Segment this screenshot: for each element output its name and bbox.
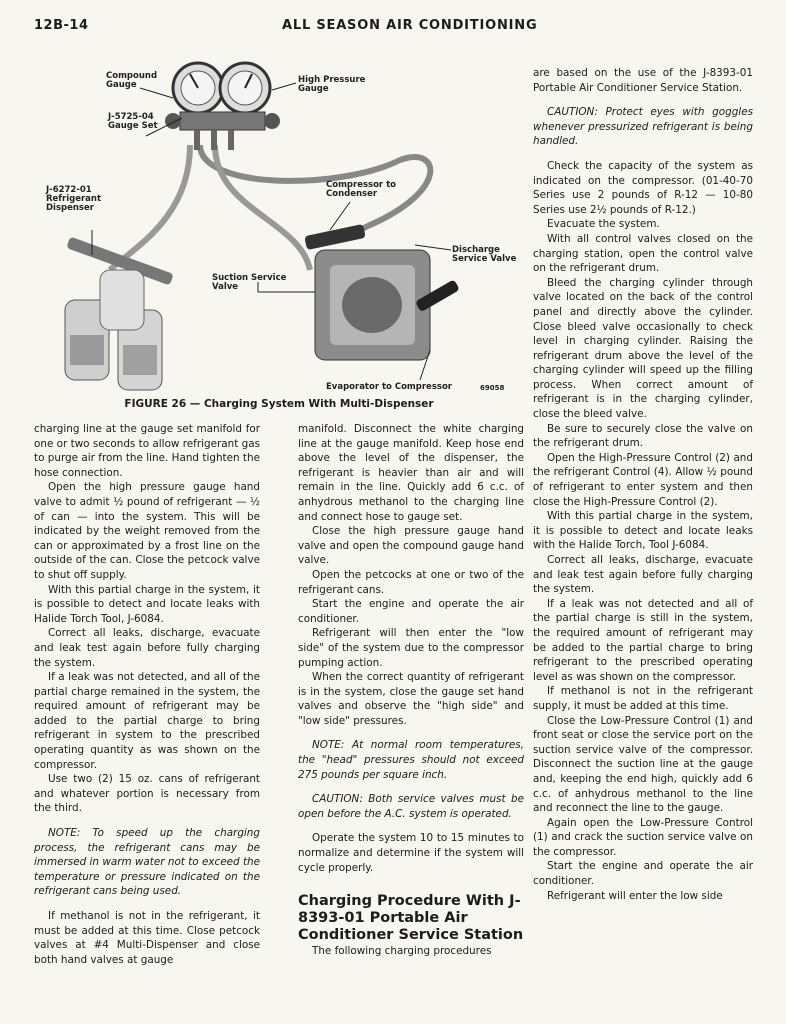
caution-paragraph: CAUTION: Both service valves must be open before the A.C. system is operated.: [298, 793, 524, 820]
paragraph: Bleed the charging cylinder through valve located on the back of the control panel and directly above the cylinder. Close bleed valve occasionally to check level in charging cylinder. Raising the refrigerant drum above the level of the charging cylinder will speed up the filling process. When correct amount of refrigerant is in the charging cylinder, close the bleed valve.: [533, 276, 753, 421]
label-suction-service-valve: Suction Service Valve: [212, 273, 287, 292]
paragraph: Open the High-Pressure Control (2) and the refrigerant Control (4). Allow ½ pound of refrigerant to enter system and then close the High-Pressure Control (2).: [533, 451, 753, 508]
paragraph: With this partial charge in the system, it is possible to detect and locate leaks with Halide Torch Tool, J-6084.: [34, 583, 260, 625]
charging-hose: [110, 145, 190, 270]
page-title: ALL SEASON AIR CONDITIONING: [282, 18, 538, 33]
paragraph: If methanol is not in the refrigerant, it must be added at this time. Close petcock valves at #4 Multi-Dispenser and close both hand valves at gauge: [34, 910, 260, 966]
compound-hand-valve-icon: [165, 113, 181, 129]
note-paragraph: NOTE: At normal room temperatures, the "head" pressures should not exceed 275 pounds per square inch.: [298, 739, 524, 781]
paragraph: If a leak was not detected and all of the partial charge is still in the system, the required amount of refrigerant may be added to the partial charge to bring refrigerant to the prescribed operating level as was shown on the compressor.: [533, 597, 753, 683]
paragraph: Operate the system 10 to 15 minutes to normalize and determine if the system will cycle properly.: [298, 832, 524, 874]
paragraph: Open the high pressure gauge hand valve to admit ½ pound of refrigerant — ½ of can — into the system. This will be indicated by the weight removed from the can or approximated by a frost line on the outside of the can. Close the petcock valve to shut off supply.: [34, 481, 260, 581]
section-heading: Charging Procedure With J-8393-01 Portable Air Conditioner Service Station: [298, 893, 524, 944]
figure-caption: FIGURE 26 — Charging System With Multi-Dispenser: [124, 398, 434, 410]
paragraph: Close the high pressure gauge hand valve and open the compound gauge hand valve.: [298, 525, 524, 567]
paragraph: The following charging procedures: [312, 945, 492, 958]
paragraph: Be sure to securely close the valve on the refrigerant drum.: [533, 422, 753, 450]
paragraph: Close the Low-Pressure Control (1) and front seat or close the service port on the suction service valve of the compressor. Disconnect the suction line at the gauge and, keeping the end high, quickly add 6 c.c. of anhydrous methanol to the line and reconnect the line to the gauge.: [533, 714, 753, 815]
high-hand-valve-icon: [264, 113, 280, 129]
gauge-manifold: [180, 112, 265, 130]
page-number: 12B-14: [34, 18, 89, 33]
label-discharge-service-valve: Discharge Service Valve: [452, 245, 517, 264]
label-compound-gauge: Compound Gauge: [106, 71, 158, 90]
low-pressure-hose: [215, 145, 310, 270]
paragraph: If methanol is not in the refrigerant supply, it must be added at this time.: [533, 685, 753, 712]
paragraph: If a leak was not detected, and all of the partial charge remained in the system, the required amount of refrigerant may be added to the partial charge to bring refrigerant in system to the prescribed operating quantity as was shown on the compressor.: [34, 671, 260, 771]
label-refrigerant-dispenser: J-6272-01 Refrigerant Dispenser: [46, 185, 102, 213]
paragraph: Evacuate the system.: [547, 218, 660, 231]
note-paragraph: NOTE: To speed up the charging process, the refrigerant cans may be immersed in warm water not to exceed the temperature or pressure indicated on the refrigerant cans being used.: [34, 827, 260, 898]
paragraph: are based on the use of the J-8393-01 Portable Air Conditioner Service Station.: [533, 67, 753, 94]
paragraph: Refrigerant will enter the low side: [547, 889, 723, 902]
label-evaporator-to-compressor: Evaporator to Compressor: [326, 382, 452, 392]
column-1: [34, 422, 260, 967]
column-3: [533, 66, 753, 903]
paragraph: charging line at the gauge set manifold for one or two seconds to allow refrigerant gas to purge air from the line. Hand tighten the hose connection.: [34, 423, 260, 479]
paragraph: manifold. Disconnect the white charging line at the gauge manifold. Keep hose end above the level of the dispenser, the refrigerant is heavier than air and will remain in the line. Quickly add 6 c.c. of anhydrous methanol to the charging line and connect hose to gauge set.: [298, 423, 524, 523]
column-2: [298, 422, 524, 959]
paragraph: Correct all leaks, discharge, evacuate and leak test again before fully charging the system.: [533, 554, 753, 596]
paragraph: With this partial charge in the system, it is possible to detect and locate leaks with the Halide Torch, Tool J-6084.: [533, 510, 753, 552]
paragraph: When the correct quantity of refrigerant is in the system, close the gauge set hand valves and observe the "high side" and "low side" pressures.: [298, 671, 524, 727]
refrigerant-can-icon: [100, 270, 144, 330]
caution-paragraph: CAUTION: Protect eyes with goggles whenever pressurized refrigerant is being handled.: [533, 106, 753, 148]
paragraph: Refrigerant will then enter the "low side" of the system due to the compressor pumping action.: [298, 627, 524, 669]
label-gauge-set: J-5725-04 Gauge Set: [108, 112, 158, 131]
figure-26: [40, 50, 518, 410]
paragraph: Use two (2) 15 oz. cans of refrigerant and whatever portion is necessary from the third.: [34, 773, 260, 815]
paragraph: Start the engine and operate the air conditioner.: [533, 860, 753, 888]
paragraph: Open the petcocks at one or two of the refrigerant cans.: [298, 568, 524, 596]
label-high-pressure-gauge: High Pressure Gauge: [298, 75, 366, 94]
paragraph: Again open the Low-Pressure Control (1) and crack the suction service valve on the compressor.: [533, 816, 753, 858]
label-compressor-to-condenser: Compressor to Condenser: [326, 180, 396, 199]
charging-system-illustration: [40, 50, 518, 400]
paragraph: Start the engine and operate the air conditioner.: [298, 598, 524, 625]
paragraph: With all control valves closed on the charging station, open the control valve on the refrigerant drum.: [533, 232, 753, 275]
compressor-icon: [304, 224, 460, 360]
figure-id: 69058: [480, 384, 505, 392]
paragraph: Correct all leaks, discharge, evacuate and leak test again before fully charging the system.: [34, 627, 260, 669]
paragraph: Check the capacity of the system as indicated on the compressor. (01-40-70 Series use 2 pounds of R-12 — 10-80 Series use 2½ pounds of R-12.): [533, 159, 753, 216]
